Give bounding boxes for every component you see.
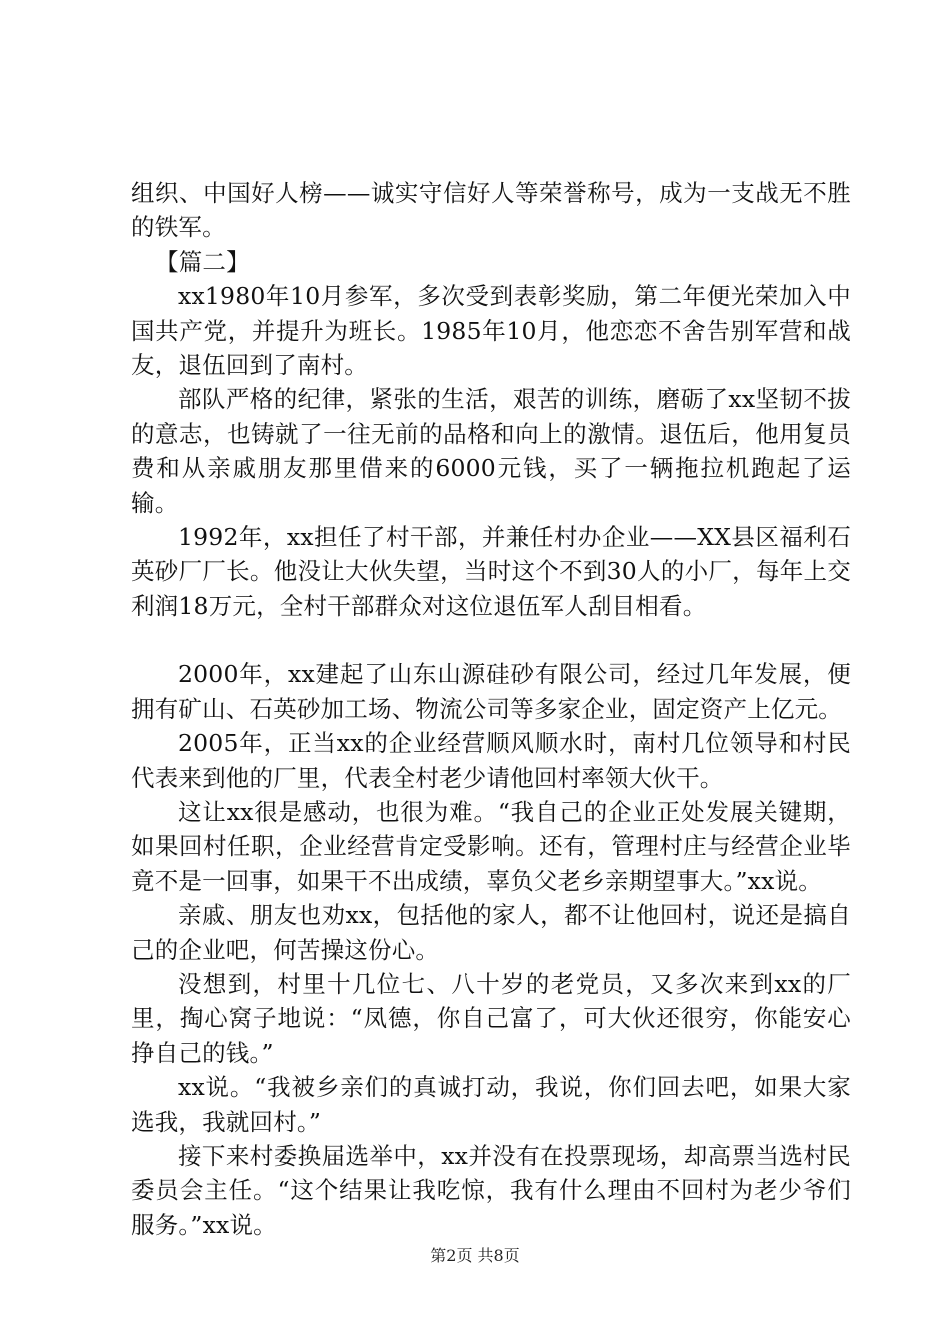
paragraph-11: xx说。“我被乡亲们的真诚打动，我说，你们回去吧，如果大家选我，我就回村。” xyxy=(131,1073,851,1136)
page-number-footer: 第2页 共8页 xyxy=(430,1246,520,1265)
section-heading: 【篇二】 xyxy=(155,247,250,276)
paragraph-gap xyxy=(131,623,851,657)
paragraph-4: 部队严格的纪律，紧张的生活，艰苦的训练，磨砺了xx坚韧不拔的意志，也铸就了一往无前的品格和向上的激情。退伍后，他用复员费和从亲戚朋友那里借来的6000元钱，买了一辆拖拉机跑起了运输。 xyxy=(131,385,851,517)
paragraph-6: 2000年，xx建起了山东山源硅砂有限公司，经过几年发展，便拥有矿山、石英砂加工场、物流公司等多家企业，固定资产上亿元。 xyxy=(131,660,851,723)
paragraph-7: 2005年，正当xx的企业经营顺风顺水时，南村几位领导和村民代表来到他的厂里，代表全村老少请他回村率领大伙干。 xyxy=(131,729,851,792)
paragraph-3: xx1980年10月参军，多次受到表彰奖励，第二年便光荣加入中国共产党，并提升为班长。1985年10月，他恋恋不舍告别军营和战友，退伍回到了南村。 xyxy=(131,282,851,380)
paragraph-5: 1992年，xx担任了村干部，并兼任村办企业——XX县区福利石英砂厂厂长。他没让大伙失望，当时这个不到30人的小厂，每年上交利润18万元，全村干部群众对这位退伍军人刮目相看。 xyxy=(131,523,851,620)
paragraph-1: 组织、中国好人榜——诚实守信好人等荣誉称号，成为一支战无不胜的铁军。 xyxy=(131,179,851,242)
paragraph-10: 没想到，村里十几位七、八十岁的老党员，又多次来到xx的厂里，掏心窝子地说：“凤德，你自己富了，可大伙还很穷，你能安心挣自己的钱。” xyxy=(131,969,851,1067)
paragraph-12: 接下来村委换届选举中，xx并没有在投票现场，却高票当选村民委员会主任。“这个结果让我吃惊，我有什么理由不回村为老少爷们服务。”xx说。 xyxy=(131,1141,851,1239)
document-body xyxy=(131,176,851,1242)
paragraph-8: 这让xx很是感动，也很为难。“我自己的企业正处发展关键期，如果回村任职，企业经营肯定受影响。还有，管理村庄与经营企业毕竟不是一回事，如果干不出成绩，辜负父老乡亲期望事大。”xx说。 xyxy=(131,797,851,895)
paragraph-9: 亲戚、朋友也劝xx，包括他的家人，都不让他回村，说还是搞自己的企业吧，何苦操这份心。 xyxy=(131,901,851,964)
